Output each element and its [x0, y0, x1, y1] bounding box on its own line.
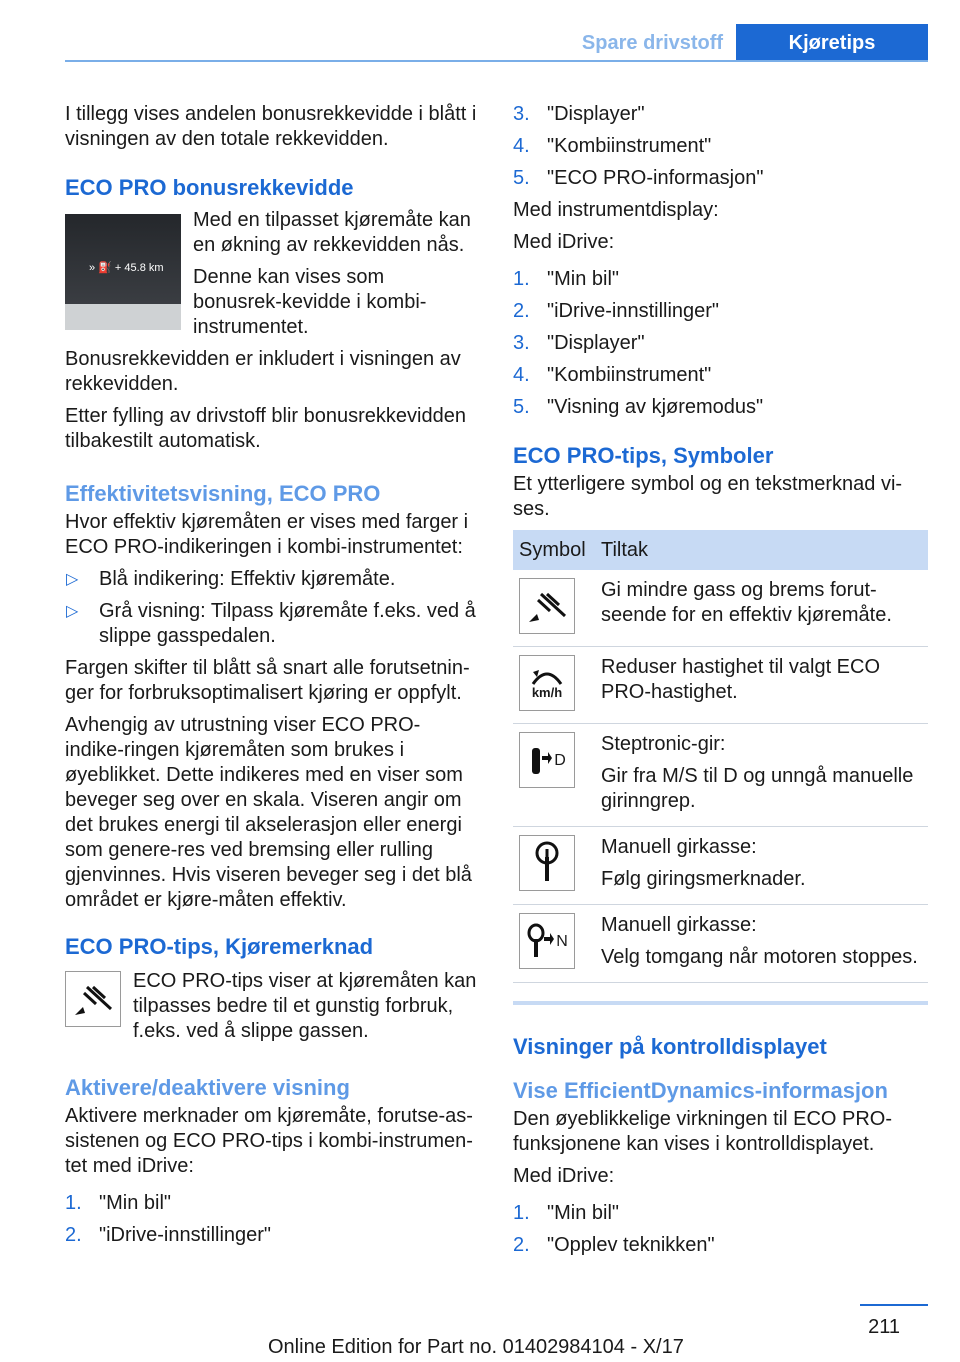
right-column	[513, 102, 928, 1265]
page-header	[65, 24, 928, 62]
activate-heading: Aktivere/deaktivere visning	[65, 1075, 350, 1100]
shift-to-n-icon: N	[519, 913, 575, 969]
bonus-display-image	[65, 214, 181, 330]
efficiency-p2: Fargen skifter til blått så snart alle forutsetnin‐ger for forbruksoptimalisert kjøring er oppfylt.	[65, 657, 470, 704]
efficiency-p1: Hvor effektiv kjøremåten er vises med farger i ECO PRO-indikeringen i kombi-instrumentet:	[65, 511, 469, 558]
pedal-icon	[65, 971, 121, 1027]
list-item: 1. "Min bil"	[513, 268, 619, 290]
gear-lever-icon	[519, 835, 575, 891]
list-item: 5. "ECO PRO-informasjon"	[513, 167, 764, 189]
bonus-p4: Etter fylling av drivstoff blir bonusrekkevidden tilbakestilt automatisk.	[65, 405, 466, 452]
activate-p1: Aktivere merknader om kjøremåte, forutse-as‐sistenen og ECO PRO-tips i kombi-instrumen‐tet med iDrive:	[65, 1105, 473, 1177]
bonus-p3: Bonusrekkevidden er inkludert i visningen av rekkevidden.	[65, 348, 461, 395]
list-item: 2. "iDrive-innstillinger"	[513, 300, 720, 322]
table-row: Manuell girkasse: Følg giringsmerknader.	[513, 827, 928, 905]
table-row: km/h Reduser hastighet til valgt ECO PRO-hastighet.	[513, 647, 928, 724]
tips-symbol	[65, 971, 121, 1027]
edition-footer: Online Edition for Part no. 01402984104 - X/17	[268, 1336, 684, 1358]
left-column	[65, 102, 477, 1255]
control-p1: Den øyeblikkelige virkningen til ECO PRO-funksjonene kan vises i kontrolldisplayet.	[513, 1108, 893, 1155]
list-item: 1. "Min bil"	[513, 1202, 619, 1224]
control-subheading: Vise EfficientDynamics-informasjon	[513, 1078, 888, 1103]
control-heading: Visninger på kontrolldisplayet	[513, 1034, 827, 1059]
bonus-p1: Med en tilpasset kjøremåte kan en økning av rekkevidden nås.	[193, 209, 471, 256]
list-item: ▷ Grå visning: Tilpass kjøremåte f.eks. ved å slippe gasspedalen.	[66, 600, 476, 647]
list-item: 3. "Displayer"	[513, 103, 645, 125]
bonus-p2: Denne kan vises som bonusrek‐kevidde i kombi-instrumentet.	[193, 266, 427, 338]
symbols-p1: Et ytterligere symbol og en tekstmerknad vi‐ses.	[513, 473, 903, 520]
table-row: D Steptronic-gir: Gir fra M/S til D og unngå manuelle girinngrep.	[513, 724, 928, 827]
intro-paragraph: I tillegg vises andelen bonusrekkevidde i blått i visningen av den totale rekkevidden.	[65, 103, 477, 150]
list-item: ▷ Blå indikering: Effektiv kjøremåte.	[66, 568, 396, 590]
speed-kmh-icon: km/h	[519, 655, 575, 711]
triangle-bullet-icon: ▷	[66, 571, 79, 588]
page-number: 211	[868, 1316, 900, 1338]
footer-rule	[860, 1304, 928, 1306]
tips-p1: ECO PRO-tips viser at kjøremåten kan tilpasses bedre til et gunstig forbruk, f.eks. ved å slippe gassen.	[133, 970, 477, 1042]
list-item: 3. "Displayer"	[513, 332, 645, 354]
pedal-icon	[519, 578, 575, 634]
shift-to-d-icon: D	[519, 732, 575, 788]
symbols-table	[513, 530, 928, 983]
bonus-heading: ECO PRO bonusrekkevidde	[65, 175, 354, 200]
control-with-idrive: Med iDrive:	[513, 1165, 615, 1187]
efficiency-heading: Effektivitetsvisning, ECO PRO	[65, 481, 381, 506]
column-header-action: Tiltak	[595, 530, 928, 570]
list-item: 1. "Min bil"	[65, 1192, 171, 1214]
control-steps	[513, 1201, 928, 1258]
steps-continued	[513, 102, 928, 191]
symbols-heading: ECO PRO-tips, Symboler	[513, 443, 774, 468]
list-item: 2. "Opplev teknikken"	[513, 1234, 715, 1256]
steps-second	[513, 267, 928, 420]
tab-spare-drivstoff[interactable]: Spare drivstoff	[581, 32, 724, 54]
list-item: 4. "Kombiinstrument"	[513, 364, 712, 386]
tab-kjoretips[interactable]: Kjøretips	[736, 24, 928, 62]
list-item: 5. "Visning av kjøremodus"	[513, 396, 764, 418]
column-header-symbol: Symbol	[513, 530, 595, 570]
list-item: 2. "iDrive-innstillinger"	[65, 1224, 272, 1246]
table-end-rule	[513, 1001, 928, 1005]
list-item: 4. "Kombiinstrument"	[513, 135, 712, 157]
efficiency-bullets	[65, 567, 477, 649]
with-instrument-display: Med instrumentdisplay:	[513, 199, 719, 221]
bonus-readout: » ⛽ + 45.8 km	[89, 262, 164, 274]
tips-heading: ECO PRO-tips, Kjøremerknad	[65, 934, 374, 959]
table-row: Gi mindre gass og brems forut‐seende for en effektiv kjøremåte.	[513, 570, 928, 647]
efficiency-p3: Avhengig av utrustning viser ECO PRO-indike‐ringen kjøremåten som brukes i øyeblikket. Dette indikeres med en viser som beveger seg over en skala. Viseren angir om det brukes energi til akselerasjon eller energi som genere‐res ved bremsing eller rulling gjenvinnes. Hvis viseren beveger seg i det blå området er kjøre‐måten effektiv.	[65, 714, 472, 911]
table-row: N Manuell girkasse: Velg tomgang når motoren stoppes.	[513, 905, 928, 983]
header-rule	[65, 60, 928, 62]
activate-steps	[65, 1191, 477, 1248]
triangle-bullet-icon: ▷	[66, 603, 79, 620]
with-idrive: Med iDrive:	[513, 231, 615, 253]
